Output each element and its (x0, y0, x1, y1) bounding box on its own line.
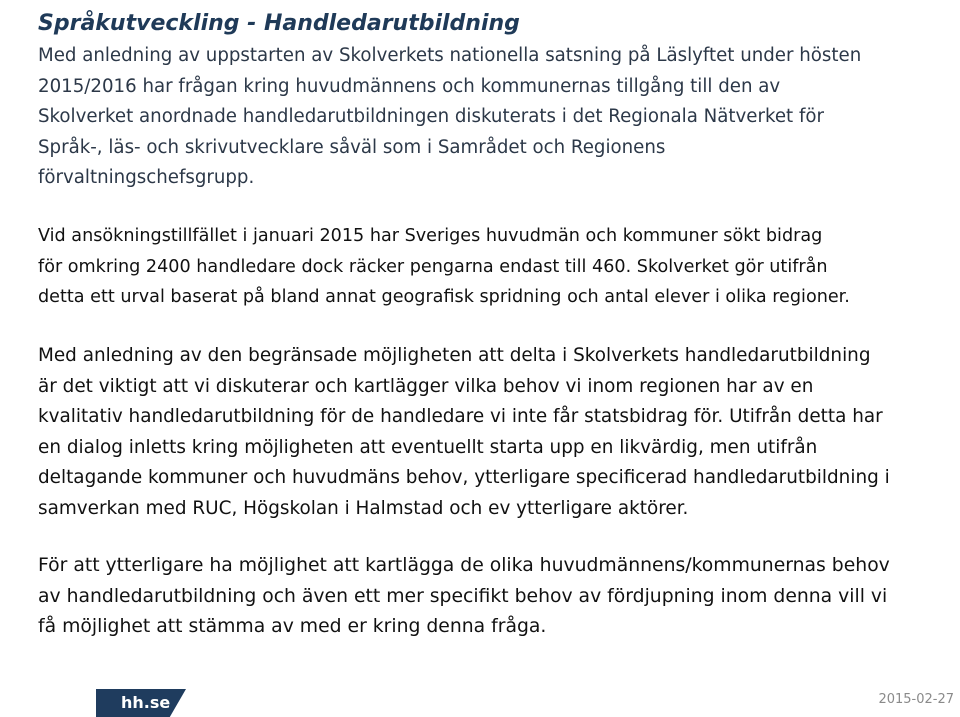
text-line: samverkan med RUC, Högskolan i Halmstad och ev ytterligare aktörer. (38, 497, 689, 519)
text-line: Språk-, läs- och skrivutvecklare såväl som i Samrådet och Regionens (38, 136, 666, 158)
text-line: förvaltningschefsgrupp. (38, 167, 255, 188)
text-line: för omkring 2400 handledare dock räcker pengarna endast till 460. Skolverket gör utifrån (38, 256, 828, 277)
text-line: Med anledning av den begränsade möjligheten att delta i Skolverkets handledarutbildning (38, 345, 871, 366)
text-line: kvalitativ handledarutbildning för de handledare vi inte får statsbidrag för. Utifrån detta har (38, 406, 883, 427)
text-line: Skolverket anordnade handledarutbildningen diskuterats i det Regionala Nätverket för (38, 106, 824, 127)
footer-logo-text: hh.se (121, 693, 171, 712)
text-line: För att ytterligare ha möjlighet att kartlägga de olika huvudmännens/kommunernas behov (38, 555, 890, 576)
slide-title: Språkutveckling - Handledarutbildning (38, 11, 520, 36)
text-line: få möjlighet att stämma av med er kring denna fråga. (38, 616, 547, 637)
footer-date: 2015-02-27 (878, 692, 954, 707)
paragraph-limited-opportunity (38, 341, 938, 524)
paragraph-application (38, 221, 938, 313)
text-line: av handledarutbildning och även ett mer specifikt behov av fördjupning inom denna vill vi (38, 585, 888, 607)
text-line: Med anledning av uppstarten av Skolverkets nationella satsning på Läslyftet under hösten (38, 45, 862, 66)
paragraph-mapping-needs (38, 551, 938, 643)
text-line: är det viktigt att vi diskuterar och kartlägger vilka behov vi inom regionen har av en (38, 375, 814, 397)
paragraph-intro (38, 41, 938, 194)
text-line: 2015/2016 har frågan kring huvudmännens och kommunernas tillgång till den av (38, 75, 781, 97)
text-line: deltagande kommuner och huvudmäns behov, ytterligare specificerad handledarutbildning i (38, 467, 890, 488)
text-line: detta ett urval baserat på bland annat geografisk spridning och antal elever i olika regioner. (38, 287, 850, 307)
text-line: Vid ansökningstillfället i januari 2015 har Sveriges huvudmän och kommuner sökt bidrag (38, 226, 823, 246)
text-line: en dialog inletts kring möjligheten att eventuellt starta upp en likvärdig, men utifrån (38, 436, 818, 458)
